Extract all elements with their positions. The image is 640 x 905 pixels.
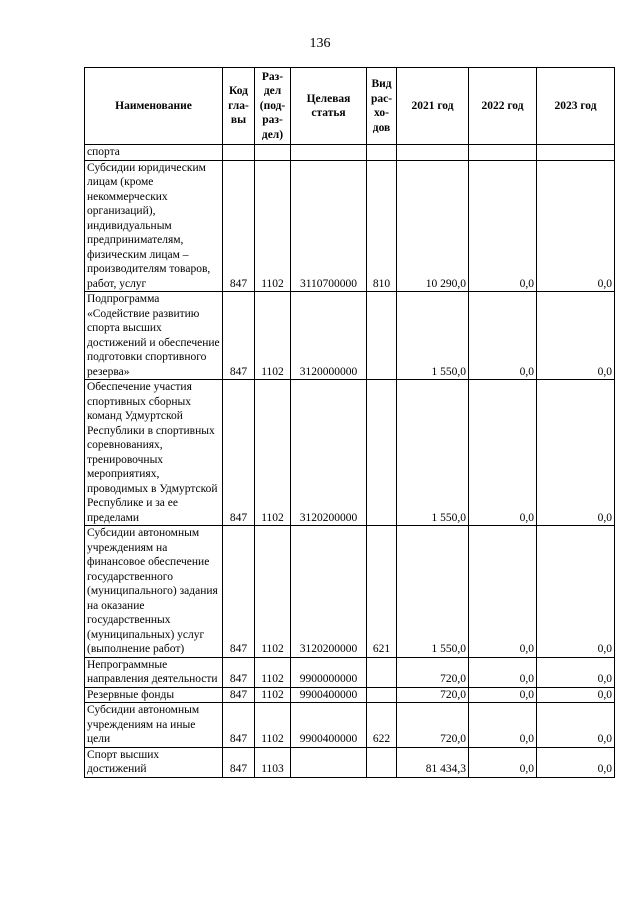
- row-code: 847: [223, 687, 255, 703]
- row-2022: 0,0: [469, 657, 537, 687]
- row-name: Непрограммные направления деятельности: [85, 657, 223, 687]
- row-target: 9900000000: [291, 657, 367, 687]
- header-type: Вид рас-хо-дов: [367, 68, 397, 145]
- row-name: Обеспечение участия спортивных сборных команд Удмуртской Республики в спортивных соревнованиях, тренировочных мероприятиях, проводимых в Удмуртской Республике и за ее пределами: [85, 380, 223, 526]
- row-2023: 0,0: [537, 703, 615, 748]
- row-2021: 720,0: [397, 703, 469, 748]
- header-2023: 2023 год: [537, 68, 615, 145]
- row-section: 1103: [255, 747, 291, 777]
- row-name: Субсидии автономным учреждениям на иные цели: [85, 703, 223, 748]
- row-type: [367, 747, 397, 777]
- row-section: 1102: [255, 292, 291, 380]
- row-2023: 0,0: [537, 747, 615, 777]
- table-row: [85, 160, 615, 292]
- row-2023: 0,0: [537, 526, 615, 658]
- header-row: [85, 68, 615, 145]
- row-target: 3120200000: [291, 526, 367, 658]
- row-2022: 0,0: [469, 292, 537, 380]
- header-code: Код гла-вы: [223, 68, 255, 145]
- row-name: Субсидии автономным учреждениям на финансовое обеспечение государственного (муниципального) задания на оказание государственных (муниципальных) услуг (выполнение работ): [85, 526, 223, 658]
- row-2022: 0,0: [469, 380, 537, 526]
- row-2021: 1 550,0: [397, 292, 469, 380]
- row-2021: 1 550,0: [397, 526, 469, 658]
- table-row: [85, 747, 615, 777]
- row-name: Подпрограмма «Содействие развитию спорта высших достижений и обеспечение подготовки спортивного резерва»: [85, 292, 223, 380]
- row-code: 847: [223, 747, 255, 777]
- row-target: 3120000000: [291, 292, 367, 380]
- row-section: 1102: [255, 687, 291, 703]
- page-number: 136: [309, 36, 331, 51]
- empty-cell: [223, 145, 255, 161]
- row-code: 847: [223, 657, 255, 687]
- table-row: [85, 292, 615, 380]
- row-type: [367, 687, 397, 703]
- row-2022: 0,0: [469, 703, 537, 748]
- row-code: 847: [223, 160, 255, 292]
- row-2021: 1 550,0: [397, 380, 469, 526]
- empty-cell: [367, 145, 397, 161]
- row-code: 847: [223, 292, 255, 380]
- row-2023: 0,0: [537, 687, 615, 703]
- row-target: 9900400000: [291, 687, 367, 703]
- row-section: 1102: [255, 160, 291, 292]
- row-target: [291, 747, 367, 777]
- continuation-row: [85, 145, 615, 161]
- table-row: [85, 657, 615, 687]
- row-type: [367, 292, 397, 380]
- row-target: 3110700000: [291, 160, 367, 292]
- row-type: 622: [367, 703, 397, 748]
- row-2022: 0,0: [469, 526, 537, 658]
- row-type: [367, 657, 397, 687]
- table-row: [85, 526, 615, 658]
- header-2022: 2022 год: [469, 68, 537, 145]
- row-2021: 81 434,3: [397, 747, 469, 777]
- row-target: 3120200000: [291, 380, 367, 526]
- budget-table: [84, 67, 615, 778]
- row-code: 847: [223, 703, 255, 748]
- row-2021: 720,0: [397, 657, 469, 687]
- continuation-text: спорта: [85, 145, 223, 161]
- row-type: [367, 380, 397, 526]
- empty-cell: [397, 145, 469, 161]
- row-2023: 0,0: [537, 292, 615, 380]
- header-name: Наименование: [85, 68, 223, 145]
- row-2022: 0,0: [469, 160, 537, 292]
- row-2022: 0,0: [469, 747, 537, 777]
- row-target: 9900400000: [291, 703, 367, 748]
- empty-cell: [469, 145, 537, 161]
- row-2023: 0,0: [537, 657, 615, 687]
- row-section: 1102: [255, 526, 291, 658]
- row-2022: 0,0: [469, 687, 537, 703]
- header-2021: 2021 год: [397, 68, 469, 145]
- row-section: 1102: [255, 380, 291, 526]
- row-section: 1102: [255, 703, 291, 748]
- header-section: Раз-дел (под-раз-дел): [255, 68, 291, 145]
- row-type: 810: [367, 160, 397, 292]
- table-row: [85, 687, 615, 703]
- row-code: 847: [223, 380, 255, 526]
- row-name: Спорт высших достижений: [85, 747, 223, 777]
- table-row: [85, 380, 615, 526]
- row-type: 621: [367, 526, 397, 658]
- row-2021: 720,0: [397, 687, 469, 703]
- header-target: Целевая статья: [291, 68, 367, 145]
- row-2021: 10 290,0: [397, 160, 469, 292]
- row-section: 1102: [255, 657, 291, 687]
- empty-cell: [255, 145, 291, 161]
- row-2023: 0,0: [537, 160, 615, 292]
- row-name: Субсидии юридическим лицам (кроме некоммерческих организаций), индивидуальным предпринимателям, физическим лицам – производителям товаров, работ, услуг: [85, 160, 223, 292]
- empty-cell: [291, 145, 367, 161]
- table-row: [85, 703, 615, 748]
- row-code: 847: [223, 526, 255, 658]
- row-2023: 0,0: [537, 380, 615, 526]
- empty-cell: [537, 145, 615, 161]
- row-name: Резервные фонды: [85, 687, 223, 703]
